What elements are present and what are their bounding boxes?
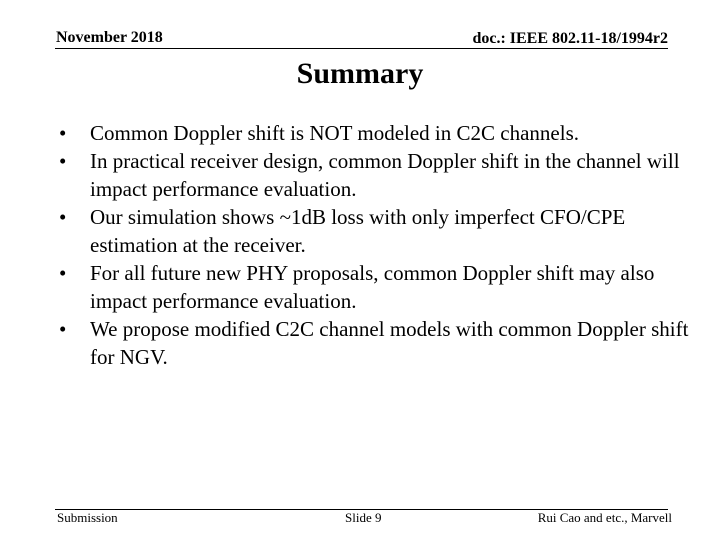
bullet-text: Common Doppler shift is NOT modeled in C2C channels. <box>90 121 579 145</box>
header-divider <box>55 48 668 49</box>
bullet-text: Our simulation shows ~1dB loss with only imperfect CFO/CPE estimation at the receiver. <box>90 205 626 257</box>
slide-title: Summary <box>296 57 424 90</box>
bullet-icon: • <box>59 205 67 229</box>
bullet-text: We propose modified C2C channel models with common Doppler shift for NGV. <box>90 317 689 369</box>
bullet-item <box>59 147 699 203</box>
bullet-icon: • <box>59 261 67 285</box>
bullet-item <box>59 203 699 259</box>
header-date: November 2018 <box>56 29 163 46</box>
bullet-icon: • <box>59 149 67 173</box>
bullet-text: In practical receiver design, common Doppler shift in the channel will impact performance evaluation. <box>90 149 680 201</box>
bullet-icon: • <box>59 317 67 341</box>
footer-author: Rui Cao and etc., Marvell <box>537 510 672 525</box>
bullet-item <box>59 259 699 315</box>
bullet-text: For all future new PHY proposals, common Doppler shift may also impact performance evaluation. <box>90 261 655 313</box>
bullet-item <box>59 119 699 147</box>
footer-submission: Submission <box>57 510 118 525</box>
header-doc-id: doc.: IEEE 802.11-18/1994r2 <box>472 30 668 47</box>
bullet-icon: • <box>59 121 67 145</box>
bullet-list <box>59 119 699 371</box>
bullet-item <box>59 315 699 371</box>
footer-slide-number: Slide 9 <box>345 510 382 525</box>
